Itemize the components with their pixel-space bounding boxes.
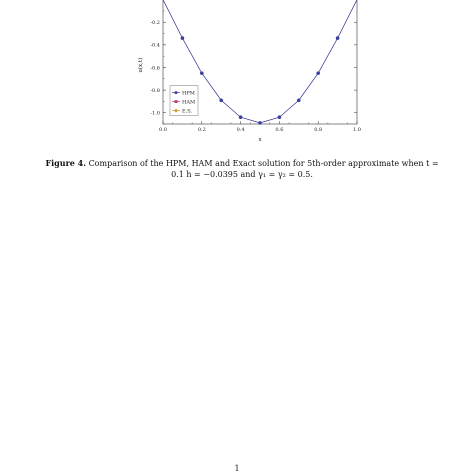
hpm-data-point (316, 71, 320, 75)
legend-label-es: E.S. (182, 108, 193, 115)
legend-marker-circle (175, 91, 178, 94)
hpm-data-point (278, 115, 282, 119)
hpm-data-point (297, 98, 301, 102)
x-tick-label: 0.8 (314, 127, 323, 133)
figure-caption-text: Comparison of the HPM, HAM and Exact solution for 5th-order approximate when t = 0.1 h = −0.0395 and γ₁ = γ₂ = 0.5. (88, 159, 439, 179)
hpm-data-point (200, 71, 204, 75)
hpm-data-point (258, 121, 262, 125)
figure-4-chart (0, 0, 474, 150)
hpm-data-point (181, 36, 185, 40)
x-axis-label: x (258, 137, 262, 143)
y-tick-label: -0.2 (150, 20, 160, 27)
y-tick-label: -0.8 (150, 87, 160, 94)
y-tick-label: -1.0 (150, 110, 160, 117)
x-tick-label: 0.4 (236, 127, 245, 133)
figure-caption (40, 158, 444, 180)
y-tick-label: -0.4 (150, 42, 160, 49)
y-tick-label: -0.6 (150, 65, 160, 72)
figure-caption-label: Figure 4. (45, 158, 87, 168)
hpm-data-point (219, 98, 223, 102)
legend-marker-square (175, 100, 178, 103)
hpm-data-point (336, 36, 340, 40)
x-tick-label: 0.2 (197, 127, 206, 133)
y-axis-label: u(x,t) (138, 57, 144, 73)
x-tick-label: 0.0 (159, 127, 167, 133)
x-tick-label: 1.0 (353, 127, 361, 133)
legend-label-ham: HAM (182, 99, 196, 106)
hpm-data-point (239, 115, 243, 119)
x-tick-label: 0.6 (275, 127, 284, 133)
page-number: 1 (234, 464, 240, 473)
legend-label-hpm: HPM (182, 90, 195, 97)
